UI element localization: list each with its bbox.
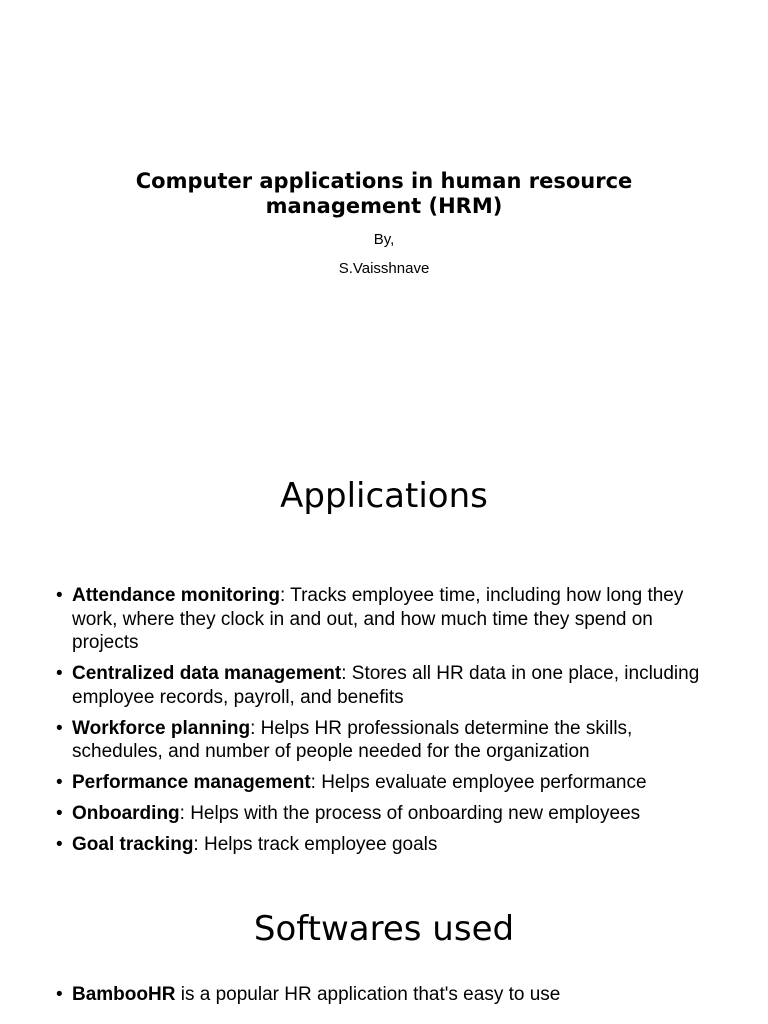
bullet-icon: • [56, 717, 63, 739]
list-item [0, 717, 712, 764]
bullet-icon: • [56, 663, 63, 684]
bullet-term: Centralized data management [72, 663, 342, 684]
bullet-icon: • [56, 834, 63, 855]
bullet-term: BambooHR [72, 984, 176, 1005]
bullet-text: : Tracks employee time, including how long they work, where they clock in and out, and how much time they spend on projects [72, 585, 684, 653]
softwares-heading: Softwares used [253, 909, 515, 949]
bullet-text: is a popular HR application that's easy to use [175, 984, 561, 1005]
bullet-text: : Helps track employee goals [193, 834, 438, 855]
list-item [0, 771, 712, 795]
bullet-text: : Helps evaluate employee performance [310, 772, 647, 793]
applications-heading: Applications [280, 476, 488, 516]
bullet-icon: • [56, 984, 63, 1005]
by-label: By, [373, 231, 395, 248]
bullet-icon: • [56, 585, 63, 606]
softwares-list [0, 983, 712, 1014]
bullet-term: Performance management [72, 772, 311, 793]
bullet-text: : Helps HR professionals determine the skills, schedules, and number of people needed for the organization [72, 717, 633, 762]
list-item [0, 983, 712, 1007]
bullet-icon: • [56, 772, 63, 793]
bullet-term: Onboarding [72, 803, 180, 824]
list-item [0, 662, 712, 709]
list-item [0, 584, 712, 655]
author-name: S.Vaisshnave [338, 260, 430, 277]
document-title: Computer applications in human resource management (HRM) [135, 169, 633, 218]
bullet-term: Attendance monitoring [72, 585, 280, 606]
applications-list [0, 584, 712, 864]
bullet-term: Goal tracking [72, 834, 194, 855]
list-item [0, 833, 712, 857]
bullet-text: : Helps with the process of onboarding new employees [179, 803, 641, 824]
bullet-text: : Stores all HR data in one place, including employee records, payroll, and benefits [72, 663, 700, 708]
list-item [0, 802, 712, 826]
bullet-icon: • [56, 803, 63, 824]
bullet-term: Workforce planning [72, 717, 251, 739]
